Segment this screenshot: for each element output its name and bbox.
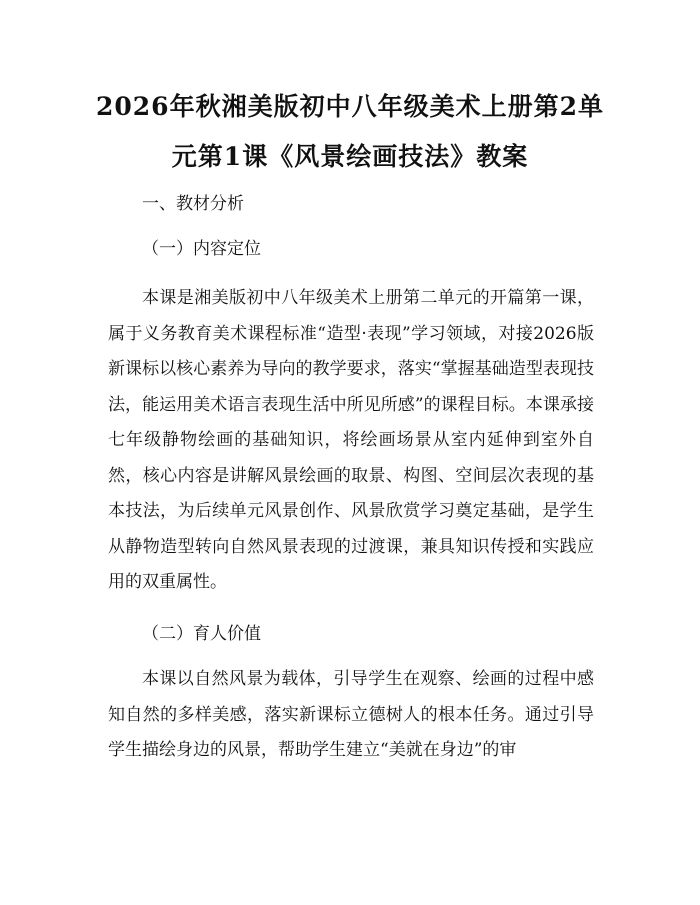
subsection-heading-content-positioning: （一）内容定位 <box>142 239 261 259</box>
section-heading-textbook-analysis: 一、教材分析 <box>142 194 244 214</box>
subsection-heading-educational-value: （二）育人价值 <box>142 624 261 644</box>
paragraph-content-positioning: 本课是湘美版初中八年级美术上册第二单元的开篇第一课，属于义务教育美术课程标准“造型·表现”学习领域，对接2026版新课标以核心素养为导向的教学要求，落实“掌握基础造型表现技法，能运用美术语言表现生活中所见所感”的课程目标。本课承接七年级静物绘画的基础知识，将绘画场景从室内延伸到室外自然，核心内容是讲解风景绘画的取景、构图、空间层次表现的基本技法，为后续单元风景创作、风景欣赏学习奠定基础，是学生从静物造型转向自然风景表现的过渡课，兼具知识传授和实践应用的双重属性。 <box>108 288 594 592</box>
paragraph-educational-value: 本课以自然风景为载体，引导学生在观察、绘画的过程中感知自然的多样美感，落实新课标立德树人的根本任务。通过引导学生描绘身边的风景，帮助学生建立“美就在身边”的审 <box>108 669 594 760</box>
document-title: 2026年秋湘美版初中八年级美术上册第2单元第1课《风景绘画技法》教案 <box>96 92 604 171</box>
